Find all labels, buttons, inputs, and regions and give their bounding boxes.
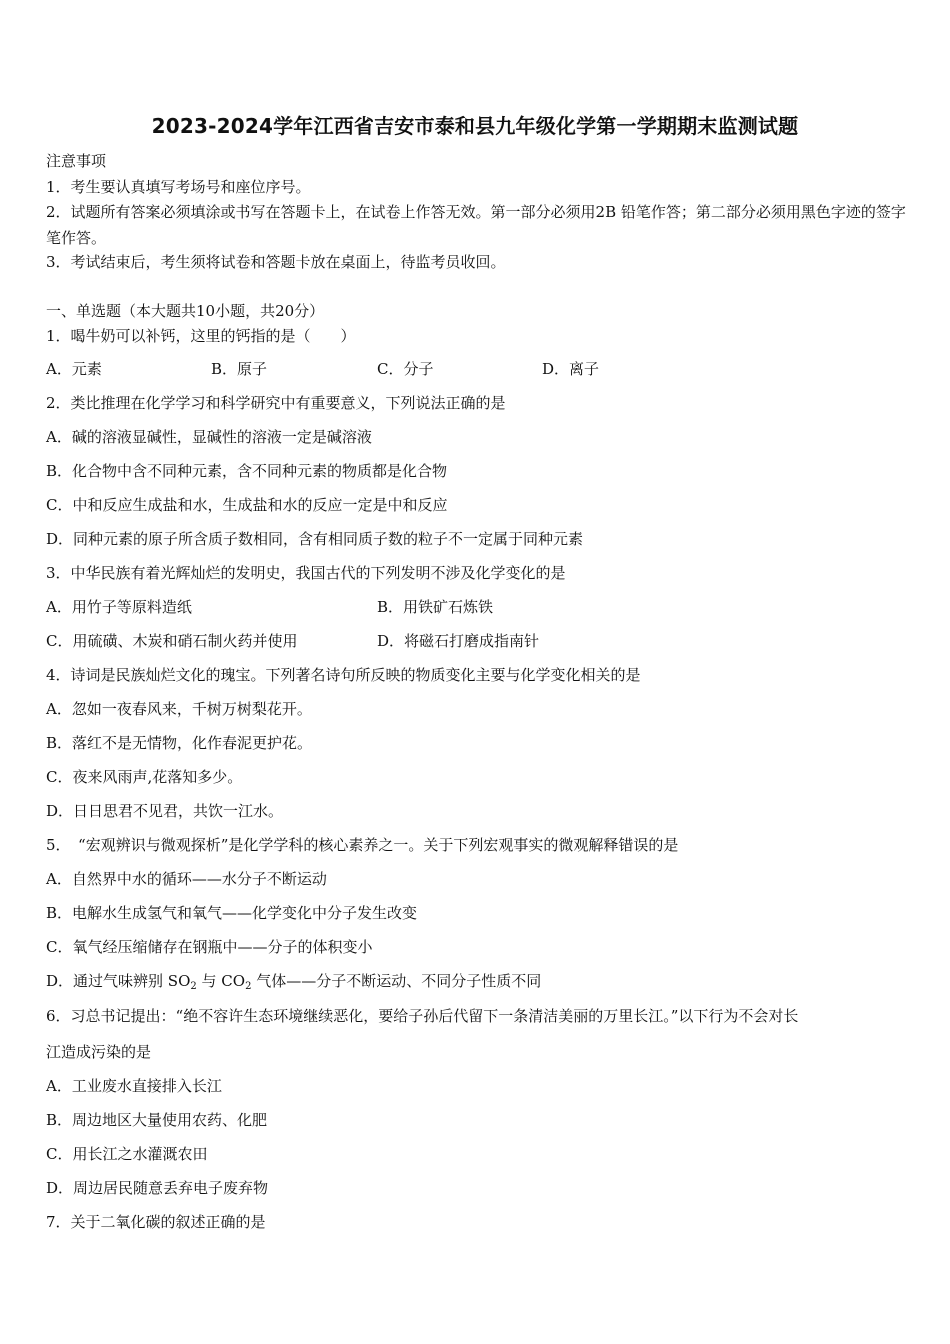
question-5-option-a: A．自然界中水的循环——水分子不断运动 [46, 870, 327, 888]
question-4-option-c: C．夜来风雨声,花落知多少。 [46, 768, 243, 786]
question-4-option-a: A．忽如一夜春风来，千树万树梨花开。 [46, 700, 312, 718]
question-2-option-c: C．中和反应生成盐和水，生成盐和水的反应一定是中和反应 [46, 496, 448, 514]
question-2-option-b: B．化合物中含不同种元素，含不同种元素的物质都是化合物 [46, 462, 448, 480]
question-3-stem: 3．中华民族有着光辉灿烂的发明史，我国古代的下列发明不涉及化学变化的是 [46, 564, 566, 582]
question-5-option-d-suffix: 气体——分子不断运动、不同分子性质不同 [251, 972, 542, 990]
question-6-option-a: A．工业废水直接排入长江 [46, 1077, 222, 1095]
question-7-stem: 7．关于二氧化碳的叙述正确的是 [46, 1213, 266, 1231]
question-5-option-d-prefix: D．通过气味辨别 SO [46, 972, 191, 990]
question-6-option-b: B．周边地区大量使用农药、化肥 [46, 1111, 268, 1129]
question-5-option-d-mid: 与 CO [196, 972, 246, 990]
question-1-stem: 1．喝牛奶可以补钙，这里的钙指的是（ ） [46, 327, 356, 345]
question-1-option-c: C．分子 [377, 360, 434, 378]
question-5-option-b: B．电解水生成氢气和氧气——化学变化中分子发生改变 [46, 904, 418, 922]
question-1-options [46, 359, 906, 379]
question-6-stem-line-2: 江造成污染的是 [46, 1043, 152, 1061]
question-6-option-c: C．用长江之水灌溉农田 [46, 1145, 208, 1163]
question-4-option-d: D．日日思君不见君，共饮一江水。 [46, 802, 284, 820]
section-heading: 一、单选题（本大题共10小题，共20分） [46, 302, 325, 320]
question-3-option-a: A．用竹子等原料造纸 [46, 598, 192, 616]
notice-heading: 注意事项 [46, 152, 107, 170]
page-title: 2023-2024学年江西省吉安市泰和县九年级化学第一学期期末监测试题 [151, 114, 799, 138]
question-5-stem: 5． “宏观辨识与微观探析”是化学学科的核心素养之一。关于下列宏观事实的微观解释错误的是 [46, 836, 679, 854]
question-3-option-d: D．将磁石打磨成指南针 [377, 632, 540, 650]
question-1-option-b: B．原子 [211, 360, 268, 378]
question-3-option-c: C．用硫磺、木炭和硝石制火药并使用 [46, 632, 298, 650]
question-1-option-a: A．元素 [46, 360, 102, 378]
question-5-option-c: C．氧气经压缩储存在钢瓶中——分子的体积变小 [46, 938, 373, 956]
co2-subscript: 2 [245, 981, 252, 992]
question-3-options-row-2 [46, 631, 906, 651]
question-6-stem-line-1: 6．习总书记提出：“绝不容许生态环境继续恶化，要给子孙后代留下一条清洁美丽的万里长江。”以下行为不会对长 [46, 1007, 799, 1025]
question-6-option-d: D．周边居民随意丢弃电子废弃物 [46, 1179, 269, 1197]
question-4-option-b: B．落红不是无情物，化作春泥更护花。 [46, 734, 313, 752]
notice-item-1: 1．考生要认真填写考场号和座位序号。 [46, 178, 311, 196]
question-2-option-d: D．同种元素的原子所含质子数相同，含有相同质子数的粒子不一定属于同种元素 [46, 530, 584, 548]
question-2-stem: 2．类比推理在化学学习和科学研究中有重要意义，下列说法正确的是 [46, 394, 506, 412]
notice-item-3: 3．考试结束后，考生须将试卷和答题卡放在桌面上，待监考员收回。 [46, 253, 506, 271]
question-2-option-a: A．碱的溶液显碱性，显碱性的溶液一定是碱溶液 [46, 428, 372, 446]
so2-subscript: 2 [190, 981, 197, 992]
question-3-option-b: B．用铁矿石炼铁 [377, 598, 494, 616]
question-5-option-d [46, 971, 541, 991]
notice-item-2: 2．试题所有答案必须填涂或书写在答题卡上，在试卷上作答无效。第一部分必须用2B 铅笔作答；第二部分必须用黑色字迹的签字笔作答。 [46, 203, 906, 247]
question-4-stem: 4．诗词是民族灿烂文化的瑰宝。下列著名诗句所反映的物质变化主要与化学变化相关的是 [46, 666, 641, 684]
question-3-options-row-1 [46, 597, 906, 617]
question-1-option-d: D．离子 [542, 360, 600, 378]
